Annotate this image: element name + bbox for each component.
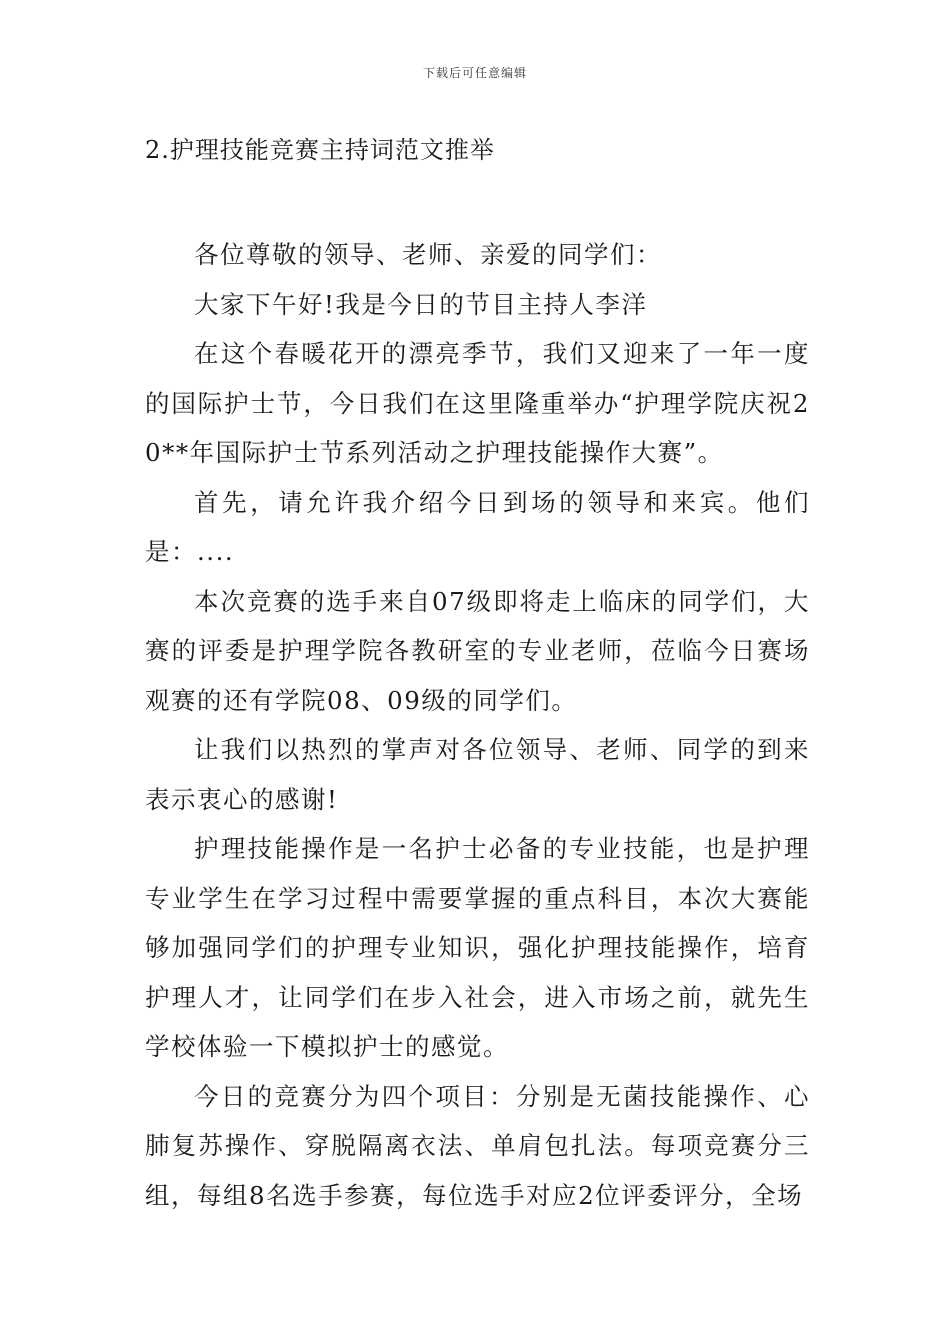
- document-body: [145, 230, 810, 1220]
- page-header-note: 下载后可任意编辑: [422, 66, 527, 80]
- paragraph-guests: 首先，请允许我介绍今日到场的领导和来宾。他们是：....: [145, 487, 810, 566]
- paragraph-purpose: 护理技能操作是一名护士必备的专业技能，也是护理专业学生在学习过程中需要掌握的重点科目，本次大赛能够加强同学们的护理专业知识，强化护理技能操作，培育护理人才，让同学们在步入社会，进入市场之前，就先生学校体验一下模拟护士的感觉。: [145, 834, 810, 1061]
- paragraph-event-opening: 在这个春暖花开的漂亮季节，我们又迎来了一年一度的国际护士节，今日我们在这里隆重举办“护理学院庆祝20**年国际护士节系列活动之护理技能操作大赛”。: [145, 339, 810, 467]
- paragraph-competition-items: 今日的竞赛分为四个项目：分别是无菌技能操作、心肺复苏操作、穿脱隔离衣法、单肩包扎法。每项竞赛分三组，每组8名选手参赛，每位选手对应2位评委评分，全场: [145, 1081, 810, 1210]
- section-title: 2.护理技能竞赛主持词范文推举: [145, 136, 495, 164]
- paragraph-greeting: 各位尊敬的领导、老师、亲爱的同学们：: [194, 240, 662, 269]
- paragraph-contestants: 本次竞赛的选手来自07级即将走上临床的同学们，大赛的评委是护理学院各教研室的专业老师，莅临今日赛场观赛的还有学院08、09级的同学们。: [145, 586, 810, 715]
- paragraph-introduction: 大家下午好!我是今日的节目主持人李洋: [194, 289, 648, 319]
- paragraph-thanks: 让我们以热烈的掌声对各位领导、老师、同学的到来表示衷心的感谢!: [145, 735, 810, 814]
